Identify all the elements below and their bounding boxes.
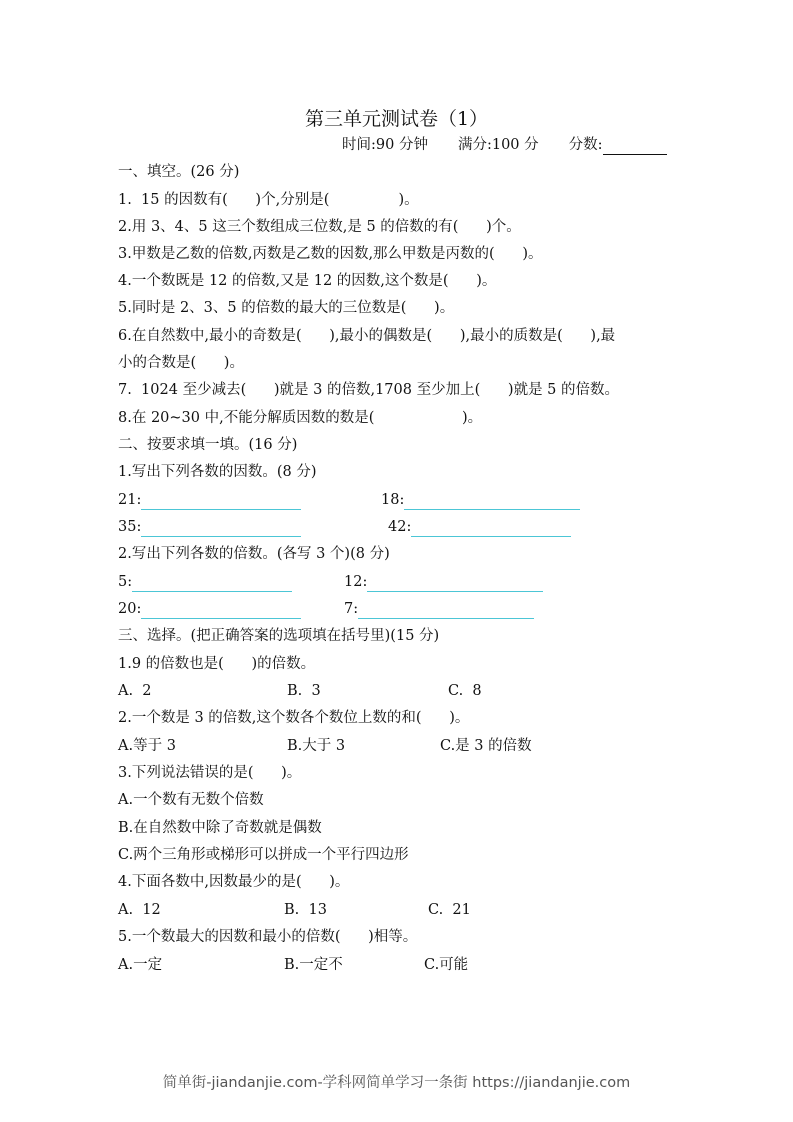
item-label: 5: [118, 574, 133, 590]
answer-line[interactable] [141, 491, 301, 510]
option: A.一定 [118, 957, 163, 973]
question: 2.用 3、4、5 这三个数组成三位数,是 5 的倍数的有( )个。 [118, 219, 521, 235]
item-label: 42: [388, 519, 412, 535]
answer-line[interactable] [367, 573, 543, 592]
question: 3.甲数是乙数的倍数,丙数是乙数的因数,那么甲数是丙数的( )。 [118, 246, 543, 262]
option: C. 8 [448, 683, 482, 699]
question: 5.同时是 2、3、5 的倍数的最大的三位数是( )。 [118, 300, 455, 316]
option: A. 2 [118, 683, 152, 699]
item-label: 7: [344, 601, 359, 617]
answer-line[interactable] [141, 600, 301, 619]
answer-line[interactable] [404, 491, 580, 510]
footer-watermark: 简单街-jiandanjie.com-学科网简单学习一条街 https://jiandanjie.com [162, 1075, 631, 1091]
exam-info [342, 135, 667, 155]
page-title: 第三单元测试卷（1） [304, 108, 489, 130]
question: 小的合数是( )。 [118, 355, 244, 371]
item-label: 12: [344, 574, 368, 590]
question: 1.9 的倍数也是( )的倍数。 [118, 656, 316, 672]
option: A. 12 [118, 902, 161, 918]
option: B.一定不 [284, 957, 343, 973]
section-heading: 一、填空。(26 分) [118, 164, 240, 180]
question: 6.在自然数中,最小的奇数是( ),最小的偶数是( ),最小的质数是( ),最 [118, 328, 616, 344]
question: 1. 15 的因数有( )个,分别是( )。 [118, 192, 419, 208]
item-label: 20: [118, 601, 142, 617]
item-label: 18: [381, 492, 405, 508]
question: 1.写出下列各数的因数。(8 分) [118, 464, 317, 480]
option: B.在自然数中除了奇数就是偶数 [118, 820, 322, 836]
answer-line[interactable] [411, 518, 571, 537]
section-heading: 二、按要求填一填。(16 分) [118, 437, 298, 453]
answer-line[interactable] [132, 573, 292, 592]
question: 5.一个数最大的因数和最小的倍数( )相等。 [118, 929, 418, 945]
option: C.可能 [424, 957, 469, 973]
answer-line[interactable] [358, 600, 534, 619]
question: 2.写出下列各数的倍数。(各写 3 个)(8 分) [118, 546, 390, 562]
option: B. 3 [287, 683, 321, 699]
option: B.大于 3 [287, 738, 346, 754]
score-label: 分数: [568, 137, 603, 153]
full-score: 满分:100 分 [457, 137, 539, 153]
time-limit: 时间:90 分钟 [342, 137, 428, 153]
item-label: 35: [118, 519, 142, 535]
option: C.是 3 的倍数 [440, 738, 532, 754]
option: A.一个数有无数个倍数 [118, 792, 264, 808]
answer-line[interactable] [141, 518, 301, 537]
score-blank[interactable] [603, 136, 667, 155]
item-label: 21: [118, 492, 142, 508]
option: A.等于 3 [118, 738, 176, 754]
question: 8.在 20~30 中,不能分解质因数的数是( )。 [118, 410, 483, 426]
question: 3.下列说法错误的是( )。 [118, 765, 302, 781]
question: 4.下面各数中,因数最少的是( )。 [118, 874, 350, 890]
question: 2.一个数是 3 的倍数,这个数各个数位上数的和( )。 [118, 710, 470, 726]
option: C.两个三角形或梯形可以拼成一个平行四边形 [118, 847, 409, 863]
question: 4.一个数既是 12 的倍数,又是 12 的因数,这个数是( )。 [118, 273, 497, 289]
option: C. 21 [428, 902, 471, 918]
option: B. 13 [284, 902, 327, 918]
section-heading: 三、选择。(把正确答案的选项填在括号里)(15 分) [118, 628, 440, 644]
question: 7. 1024 至少减去( )就是 3 的倍数,1708 至少加上( )就是 5 的倍数。 [118, 382, 620, 398]
